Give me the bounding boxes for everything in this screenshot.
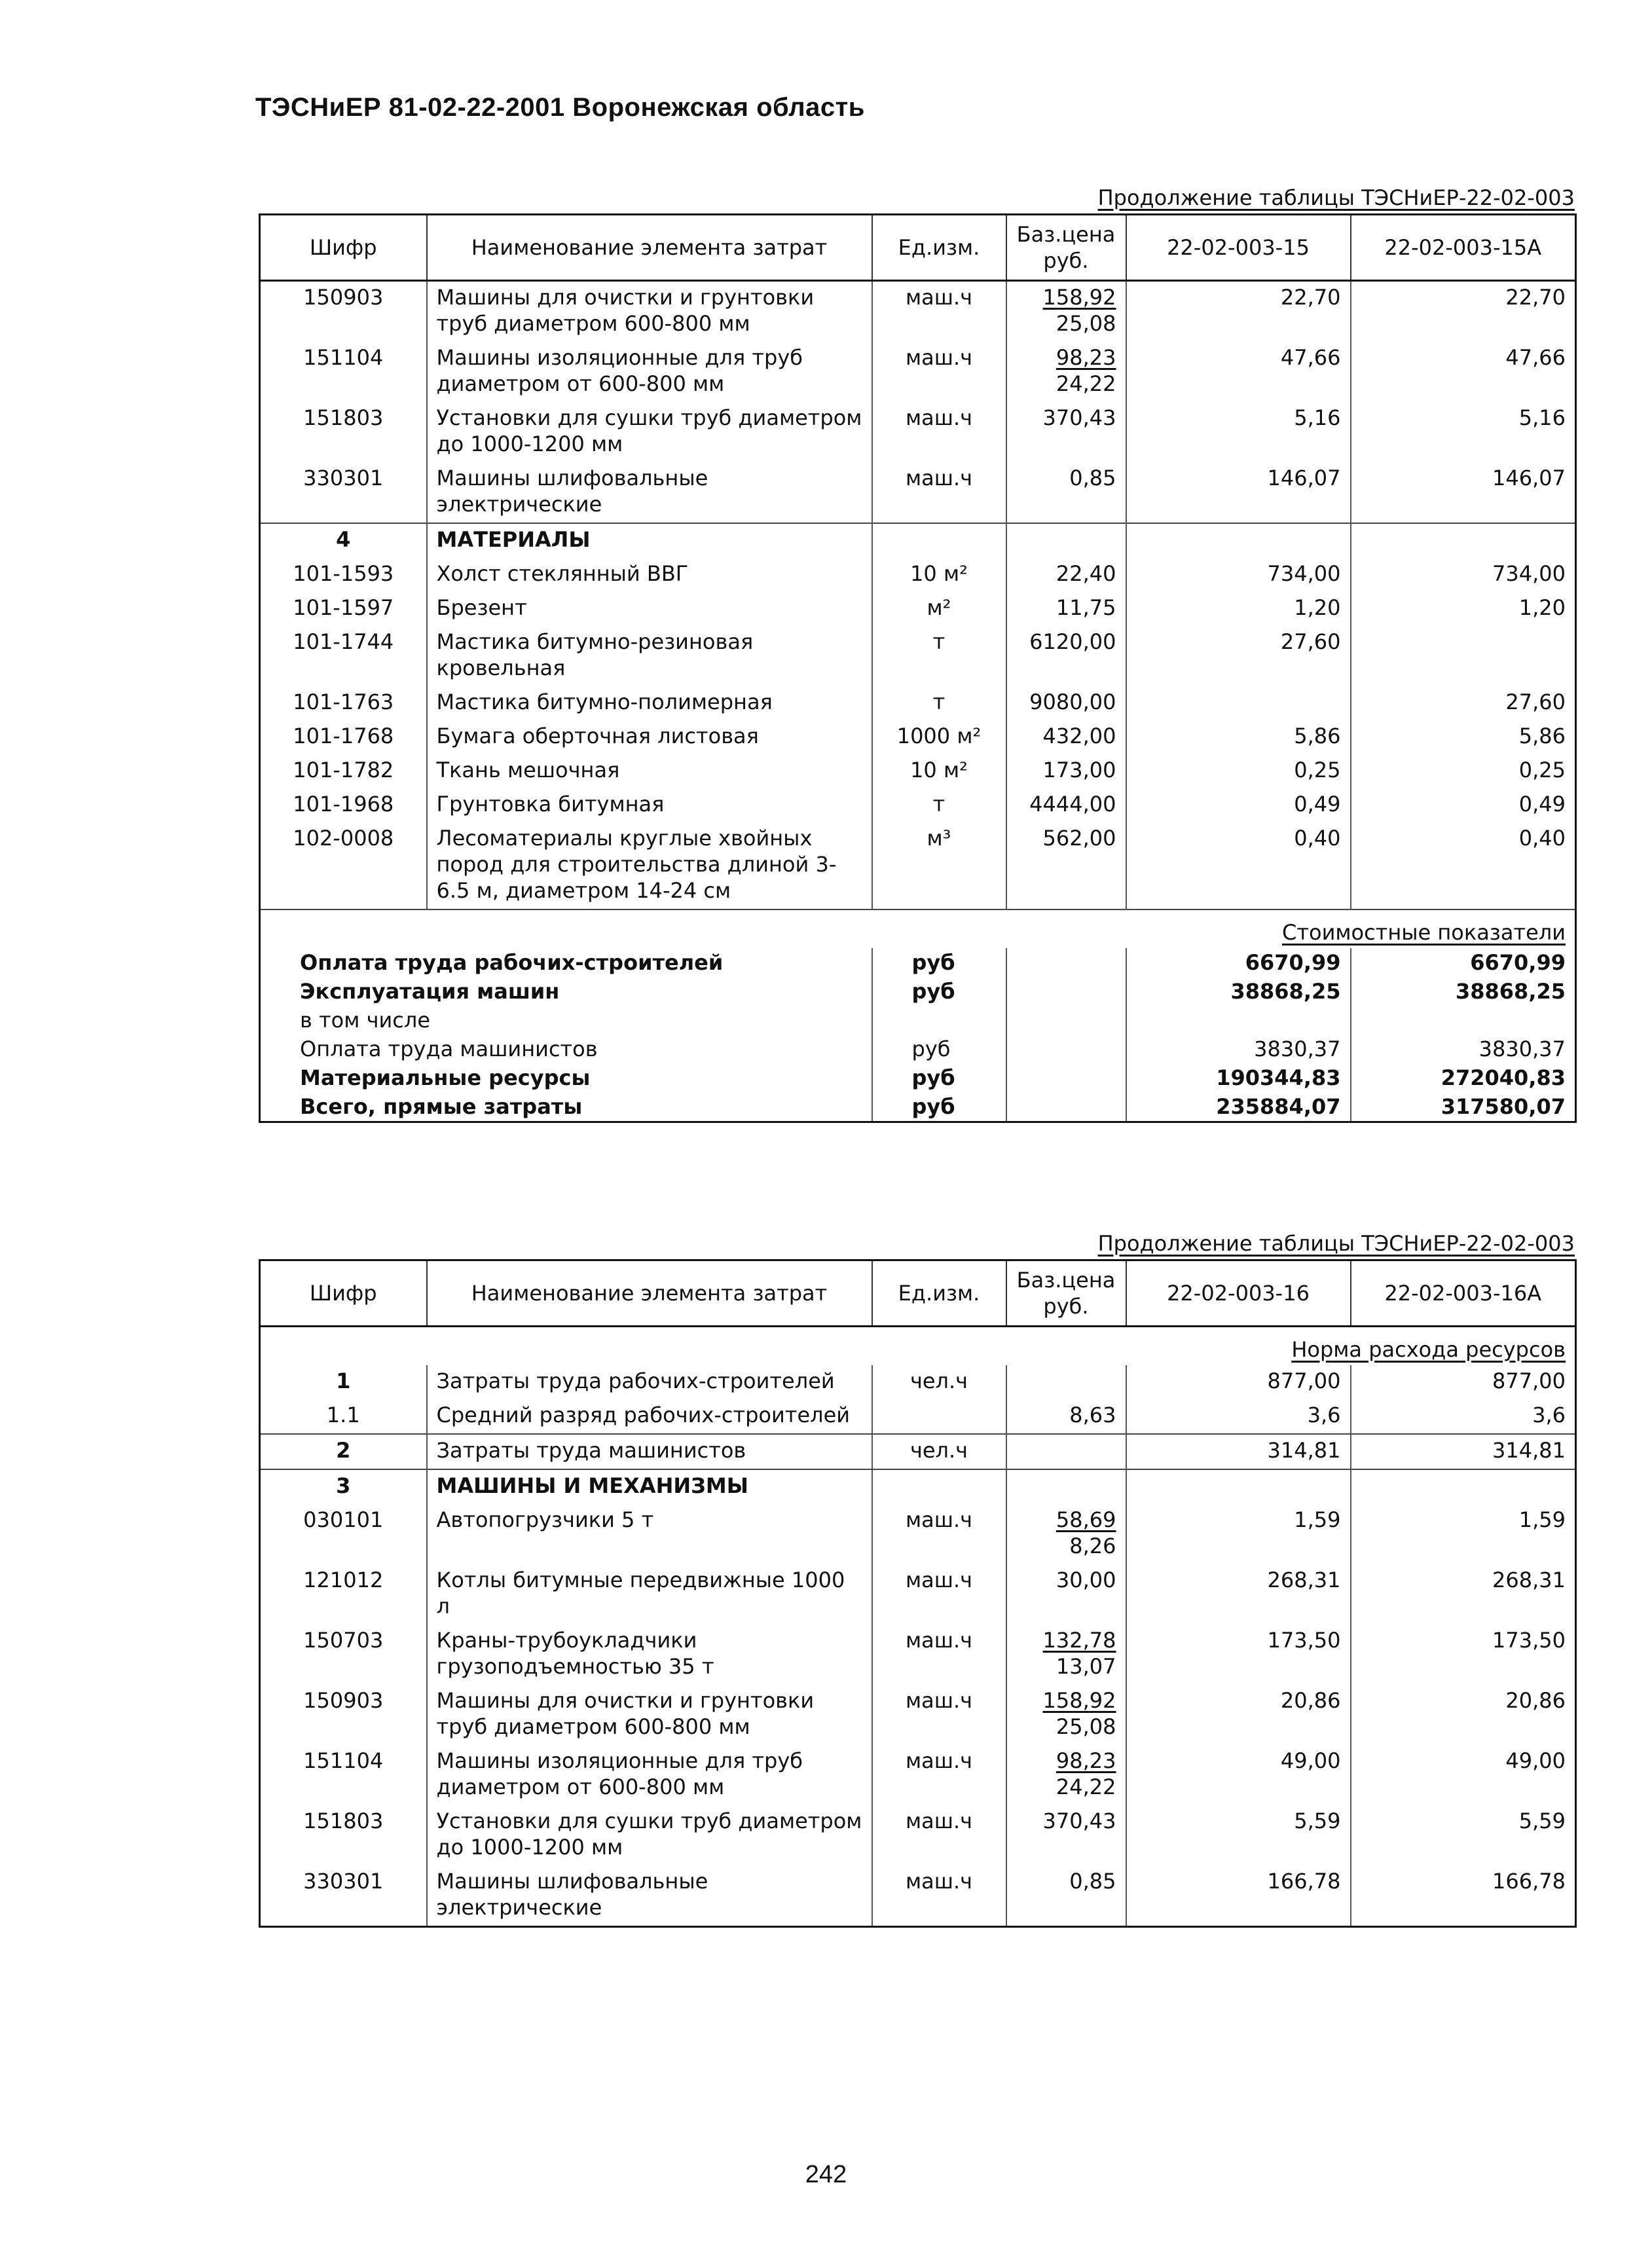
row-code: 151104 <box>303 345 384 370</box>
row-unit: маш.ч <box>872 1625 1006 1685</box>
col-header-code: Шифр <box>260 1260 427 1327</box>
row-value-1: 5,16 <box>1126 402 1351 462</box>
row-base-price <box>1006 1865 1126 1927</box>
row-unit: т <box>872 686 1006 720</box>
row-unit: 10 м² <box>872 558 1006 592</box>
row-name: Затраты труда машинистов <box>427 1434 872 1469</box>
row-code: 330301 <box>303 1869 384 1894</box>
row-value-1: 22,70 <box>1126 281 1351 342</box>
row-base-price <box>1006 1745 1126 1805</box>
row-code: 2 <box>260 1434 427 1469</box>
summary-value-1: 6670,99 <box>1126 948 1351 977</box>
table-row <box>260 462 1576 523</box>
row-code: 030101 <box>303 1507 384 1532</box>
row-value-2: 146,07 <box>1351 462 1576 523</box>
summary-value-2: 272040,83 <box>1351 1063 1576 1092</box>
row-value-2: 877,00 <box>1351 1365 1576 1399</box>
row-value-1: 173,50 <box>1126 1625 1351 1685</box>
row-unit: маш.ч <box>872 342 1006 402</box>
row-code: 101-1763 <box>293 689 394 714</box>
price-wage-value: 24,22 <box>1055 1774 1116 1799</box>
summary-row <box>260 948 1576 977</box>
row-code: 121012 <box>303 1568 384 1592</box>
row-name: Брезент <box>427 592 872 626</box>
summary-unit: руб <box>872 1063 1006 1092</box>
row-code: 151104 <box>303 1748 384 1773</box>
price-value: 8,63 <box>1069 1403 1116 1427</box>
summary-label: Оплата труда рабочих-строителей <box>300 950 724 975</box>
table-row <box>260 626 1576 686</box>
col-header-unit: Ед.изм. <box>872 215 1006 281</box>
row-base-price <box>1006 592 1126 626</box>
price-value: 98,23 <box>1055 1748 1116 1773</box>
section-number: 3 <box>260 1469 427 1504</box>
summary-blank <box>1006 948 1126 977</box>
row-value-2: 27,60 <box>1351 686 1576 720</box>
price-value: 58,69 <box>1055 1507 1116 1532</box>
row-value-1: 47,66 <box>1126 342 1351 402</box>
col-header-norm-2: 22-02-003-16А <box>1351 1260 1576 1327</box>
row-base-price <box>1006 1504 1126 1564</box>
row-unit: чел.ч <box>872 1365 1006 1399</box>
row-value-2: 0,40 <box>1351 822 1576 909</box>
table-row <box>260 1805 1576 1865</box>
row-code: 150903 <box>303 1688 384 1713</box>
row-name: Средний разряд рабочих-строителей <box>427 1399 872 1434</box>
summary-unit <box>872 1006 1006 1035</box>
row-value-1: 1,20 <box>1126 592 1351 626</box>
row-name: Установки для сушки труб диаметром до 1000-1200 мм <box>427 1805 872 1865</box>
row-unit: чел.ч <box>872 1434 1006 1469</box>
table2-header-row <box>260 1260 1576 1327</box>
row-value-2: 5,16 <box>1351 402 1576 462</box>
price-value: 4444,00 <box>1029 792 1116 817</box>
row-value-2: 5,86 <box>1351 720 1576 754</box>
section-number: 4 <box>260 523 427 558</box>
price-value: 132,78 <box>1042 1628 1116 1653</box>
row-value-2: 3,6 <box>1351 1399 1576 1434</box>
row-value-1: 314,81 <box>1126 1434 1351 1469</box>
row-base-price <box>1006 1685 1126 1745</box>
price-value: 6120,00 <box>1029 629 1116 654</box>
row-base-price <box>1006 1805 1126 1865</box>
table2-caption: Продолжение таблицы ТЭСНиЕР-22-02-003 <box>1097 1231 1575 1256</box>
col-header-norm-2: 22-02-003-15А <box>1351 215 1576 281</box>
table1-header-row <box>260 215 1576 281</box>
row-value-2: 166,78 <box>1351 1865 1576 1927</box>
price-value: 11,75 <box>1055 595 1116 620</box>
row-code: 101-1968 <box>293 792 394 817</box>
row-value-2: 173,50 <box>1351 1625 1576 1685</box>
row-code: 151803 <box>303 1809 384 1833</box>
row-value-1: 5,86 <box>1126 720 1351 754</box>
summary-unit: руб <box>872 948 1006 977</box>
price-value: 432,00 <box>1042 724 1116 748</box>
summary-label: Оплата труда машинистов <box>300 1037 598 1061</box>
price-wage-value: 24,22 <box>1055 371 1116 396</box>
row-unit: маш.ч <box>872 1564 1006 1625</box>
row-unit <box>872 1399 1006 1434</box>
price-wage-value: 25,08 <box>1055 311 1116 336</box>
row-unit: маш.ч <box>872 1504 1006 1564</box>
row-value-1: 0,25 <box>1126 754 1351 788</box>
summary-label: Материальные ресурсы <box>300 1065 591 1090</box>
summary-value-1: 3830,37 <box>1126 1035 1351 1063</box>
table-row-operators <box>260 1434 1576 1469</box>
summary-value-2: 3830,37 <box>1351 1035 1576 1063</box>
row-value-2: 0,25 <box>1351 754 1576 788</box>
col-header-name: Наименование элемента затрат <box>427 1260 872 1327</box>
row-value-2: 5,59 <box>1351 1805 1576 1865</box>
row-code: 102-0008 <box>293 826 394 851</box>
row-unit: маш.ч <box>872 1685 1006 1745</box>
summary-unit: руб <box>872 1035 1006 1063</box>
row-unit: т <box>872 788 1006 822</box>
summary-value-2: 6670,99 <box>1351 948 1576 977</box>
row-value-1: 146,07 <box>1126 462 1351 523</box>
cost-header: Стоимостные показатели <box>1282 920 1566 945</box>
price-wage-value: 13,07 <box>1055 1654 1116 1679</box>
row-base-price <box>1006 1625 1126 1685</box>
table-row <box>260 686 1576 720</box>
price-value: 562,00 <box>1042 826 1116 851</box>
row-value-1 <box>1126 686 1351 720</box>
price-wage-value: 25,08 <box>1055 1714 1116 1739</box>
row-code: 101-1782 <box>293 758 394 782</box>
price-value: 158,92 <box>1042 285 1116 310</box>
price-value: 30,00 <box>1055 1568 1116 1592</box>
row-name: Машины шлифовальные электрические <box>427 462 872 523</box>
section-row-machines <box>260 1469 1576 1504</box>
row-name: Затраты труда рабочих-строителей <box>427 1365 872 1399</box>
row-name: Машины изоляционные для труб диаметром от 600-800 мм <box>427 342 872 402</box>
summary-blank <box>1006 1006 1126 1035</box>
price-value: 0,85 <box>1069 1869 1116 1894</box>
summary-blank <box>1006 977 1126 1006</box>
table-row <box>260 1399 1576 1434</box>
row-value-1: 166,78 <box>1126 1865 1351 1927</box>
summary-row <box>260 977 1576 1006</box>
page-number: 242 <box>805 2161 847 2188</box>
section-title: МАТЕРИАЛЫ <box>427 523 872 558</box>
row-base-price <box>1006 281 1126 342</box>
summary-value-2: 317580,07 <box>1351 1092 1576 1122</box>
table-row <box>260 342 1576 402</box>
summary-row <box>260 1063 1576 1092</box>
row-name: Котлы битумные передвижные 1000 л <box>427 1564 872 1625</box>
summary-row <box>260 1006 1576 1035</box>
row-name: Лесоматериалы круглые хвойных пород для строительства длиной 3-6.5 м, диаметром 14-24 см <box>427 822 872 909</box>
table-row <box>260 720 1576 754</box>
price-value: 370,43 <box>1042 405 1116 430</box>
col-header-name: Наименование элемента затрат <box>427 215 872 281</box>
table-row <box>260 1865 1576 1927</box>
table-row <box>260 1365 1576 1399</box>
col-header-norm-1: 22-02-003-16 <box>1126 1260 1351 1327</box>
row-code: 101-1744 <box>293 629 394 654</box>
row-value-2: 1,20 <box>1351 592 1576 626</box>
col-header-unit: Ед.изм. <box>872 1260 1006 1327</box>
row-value-2: 1,59 <box>1351 1504 1576 1564</box>
row-unit: маш.ч <box>872 462 1006 523</box>
table1 <box>259 213 1575 1123</box>
row-unit: м³ <box>872 822 1006 909</box>
row-value-2: 20,86 <box>1351 1685 1576 1745</box>
row-code: 101-1768 <box>293 724 394 748</box>
row-base-price <box>1006 1365 1126 1399</box>
row-name: Мастика битумно-полимерная <box>427 686 872 720</box>
row-name: Машины шлифовальные электрические <box>427 1865 872 1927</box>
row-value-1: 27,60 <box>1126 626 1351 686</box>
row-value-2: 314,81 <box>1351 1434 1576 1469</box>
row-code: 101-1593 <box>293 561 394 586</box>
row-base-price <box>1006 754 1126 788</box>
row-code: 151803 <box>303 405 384 430</box>
summary-value-2: 38868,25 <box>1351 977 1576 1006</box>
row-base-price <box>1006 788 1126 822</box>
summary-blank <box>1006 1092 1126 1122</box>
row-value-2: 22,70 <box>1351 281 1576 342</box>
col-header-price: Баз.цена руб. <box>1006 1260 1126 1327</box>
summary-value-2 <box>1351 1006 1576 1035</box>
row-value-2: 47,66 <box>1351 342 1576 402</box>
col-header-price: Баз.цена руб. <box>1006 215 1126 281</box>
price-value: 173,00 <box>1042 758 1116 782</box>
row-base-price <box>1006 462 1126 523</box>
row-value-1: 20,86 <box>1126 1685 1351 1745</box>
row-value-2: 734,00 <box>1351 558 1576 592</box>
row-value-1: 734,00 <box>1126 558 1351 592</box>
price-value: 370,43 <box>1042 1809 1116 1833</box>
row-value-2: 0,49 <box>1351 788 1576 822</box>
summary-value-1 <box>1126 1006 1351 1035</box>
section-title: МАШИНЫ И МЕХАНИЗМЫ <box>427 1469 872 1504</box>
row-value-1: 268,31 <box>1126 1564 1351 1625</box>
summary-row <box>260 1035 1576 1063</box>
table-row <box>260 788 1576 822</box>
summary-label: Всего, прямые затраты <box>300 1094 583 1119</box>
row-name: Мастика битумно-резиновая кровельная <box>427 626 872 686</box>
summary-blank <box>1006 1063 1126 1092</box>
row-base-price <box>1006 342 1126 402</box>
summary-value-1: 190344,83 <box>1126 1063 1351 1092</box>
summary-label: Эксплуатация машин <box>300 979 560 1004</box>
row-unit: маш.ч <box>872 1865 1006 1927</box>
row-name: Бумага оберточная листовая <box>427 720 872 754</box>
table-row <box>260 822 1576 909</box>
row-value-1: 0,49 <box>1126 788 1351 822</box>
row-code: 1.1 <box>326 1403 360 1427</box>
row-unit: м² <box>872 592 1006 626</box>
row-name: Машины для очистки и грунтовки труб диаметром 600-800 мм <box>427 1685 872 1745</box>
price-wage-value: 8,26 <box>1069 1534 1116 1558</box>
row-name: Автопогрузчики 5 т <box>427 1504 872 1564</box>
row-base-price <box>1006 1564 1126 1625</box>
summary-label: в том числе <box>300 1008 430 1033</box>
summary-unit: руб <box>872 977 1006 1006</box>
row-base-price <box>1006 720 1126 754</box>
row-value-2: 268,31 <box>1351 1564 1576 1625</box>
row-unit: маш.ч <box>872 1745 1006 1805</box>
row-unit: 1000 м² <box>872 720 1006 754</box>
table-row <box>260 1625 1576 1685</box>
summary-row <box>260 1092 1576 1122</box>
col-header-norm-1: 22-02-003-15 <box>1126 215 1351 281</box>
row-base-price <box>1006 822 1126 909</box>
table-row <box>260 1504 1576 1564</box>
table-row <box>260 402 1576 462</box>
row-base-price <box>1006 402 1126 462</box>
table1-caption: Продолжение таблицы ТЭСНиЕР-22-02-003 <box>1097 185 1575 210</box>
row-value-1: 5,59 <box>1126 1805 1351 1865</box>
table-row <box>260 558 1576 592</box>
row-value-1: 0,40 <box>1126 822 1351 909</box>
table-row <box>260 1745 1576 1805</box>
price-value: 22,40 <box>1055 561 1116 586</box>
row-unit: маш.ч <box>872 402 1006 462</box>
table-row <box>260 1685 1576 1745</box>
row-name: Ткань мешочная <box>427 754 872 788</box>
row-value-2 <box>1351 626 1576 686</box>
row-value-1: 1,59 <box>1126 1504 1351 1564</box>
row-code: 150703 <box>303 1628 384 1653</box>
table-row <box>260 281 1576 342</box>
row-code: 1 <box>336 1368 351 1393</box>
row-name: Грунтовка битумная <box>427 788 872 822</box>
table-row <box>260 754 1576 788</box>
norm-header: Норма расхода ресурсов <box>1291 1337 1566 1362</box>
row-base-price <box>1006 626 1126 686</box>
price-value: 0,85 <box>1069 466 1116 490</box>
page-title: ТЭСНиЕР 81-02-22-2001 Воронежская область <box>255 93 865 122</box>
row-name: Машины для очистки и грунтовки труб диаметром 600-800 мм <box>427 281 872 342</box>
summary-unit: руб <box>872 1092 1006 1122</box>
row-name: Краны-трубоукладчики грузоподъемностью 35 т <box>427 1625 872 1685</box>
cost-header-row <box>260 909 1576 948</box>
row-name: Установки для сушки труб диаметром до 1000-1200 мм <box>427 402 872 462</box>
row-base-price <box>1006 1399 1126 1434</box>
row-unit: маш.ч <box>872 1805 1006 1865</box>
row-code: 101-1597 <box>293 595 394 620</box>
row-value-1: 3,6 <box>1126 1399 1351 1434</box>
row-value-2: 49,00 <box>1351 1745 1576 1805</box>
summary-blank <box>1006 1035 1126 1063</box>
row-unit: 10 м² <box>872 754 1006 788</box>
price-value: 158,92 <box>1042 1688 1116 1713</box>
table-row <box>260 592 1576 626</box>
table-row <box>260 1564 1576 1625</box>
norm-header-row <box>260 1327 1576 1366</box>
row-name: Машины изоляционные для труб диаметром от 600-800 мм <box>427 1745 872 1805</box>
section-row-materials <box>260 523 1576 558</box>
row-unit: т <box>872 626 1006 686</box>
row-value-1: 877,00 <box>1126 1365 1351 1399</box>
row-name: Холст стеклянный ВВГ <box>427 558 872 592</box>
summary-value-1: 235884,07 <box>1126 1092 1351 1122</box>
row-code: 150903 <box>303 285 384 310</box>
table2 <box>259 1259 1575 1928</box>
row-unit: маш.ч <box>872 281 1006 342</box>
price-value: 9080,00 <box>1029 689 1116 714</box>
col-header-code: Шифр <box>260 215 427 281</box>
summary-value-1: 38868,25 <box>1126 977 1351 1006</box>
price-value: 98,23 <box>1055 345 1116 370</box>
row-base-price <box>1006 686 1126 720</box>
row-code: 330301 <box>303 466 384 490</box>
row-base-price <box>1006 558 1126 592</box>
row-value-1: 49,00 <box>1126 1745 1351 1805</box>
